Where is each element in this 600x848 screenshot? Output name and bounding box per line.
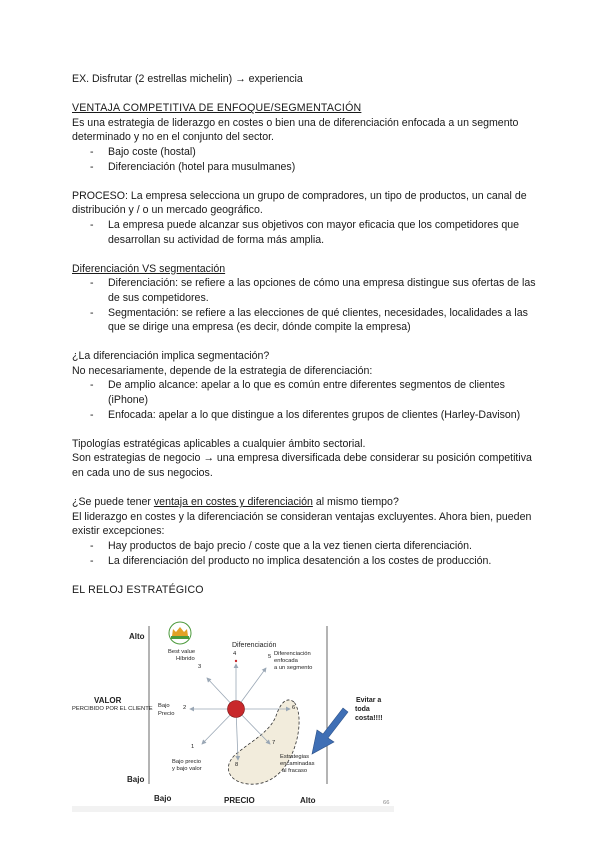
- y-axis-low-label: Bajo: [127, 775, 145, 784]
- list-item: - Diferenciación: se refiere a las opciones de cómo una empresa distingue sus ofertas de las de sus competidores.: [72, 276, 542, 305]
- x-axis-title: PRECIO: [224, 796, 255, 805]
- position-3-number: 3: [198, 664, 202, 670]
- y-axis-title: VALOR: [94, 696, 122, 705]
- diferenciacion-vs-list: [72, 276, 542, 334]
- list-item: - Segmentación: se refiere a las elecciones de qué clientes, necesidades, localidades a las que se dirige una empresa (es decir, dónde compite la empresa): [72, 306, 542, 335]
- intro-line: EX. Disfrutar (2 estrellas michelin) → experiencia: [72, 73, 303, 85]
- position-2-label-2: Precio: [158, 711, 175, 717]
- clock-center: [228, 701, 245, 718]
- question-1: ¿La diferenciación implica segmentación?: [72, 350, 270, 363]
- strategic-clock-figure: [72, 620, 402, 812]
- position-8-number: 8: [235, 762, 239, 768]
- list-item: - La diferenciación del producto no implica desatención a los costes de producción.: [72, 554, 542, 569]
- list-item: - La empresa puede alcanzar sus objetivos con mayor eficacia que los competidores que desarrollan su actividad de forma más amplia.: [72, 218, 542, 247]
- position-4-number: 4: [233, 651, 237, 657]
- list-item: - Hay productos de bajo precio / coste que a la vez tienen cierta diferenciación.: [72, 539, 542, 554]
- marker-dot-4: [235, 660, 237, 662]
- tipologias-line-1: Tipologías estratégicas aplicables a cualquier ámbito sectorial.: [72, 437, 366, 450]
- position-8-label-3: al fracaso: [282, 768, 308, 774]
- page-number: 66: [383, 800, 390, 806]
- position-5-label: Diferenciación: [274, 651, 311, 657]
- figure-bottom-band: [72, 806, 394, 812]
- position-5-label-2: enfocada: [274, 658, 298, 664]
- question-2: [72, 495, 542, 510]
- proceso-paragraph: [72, 189, 542, 218]
- question-2-underlined: ventaja en costes y diferenciación: [153, 496, 313, 509]
- position-3-label: Best value: [168, 649, 196, 655]
- list-item: - De amplio alcance: apelar a lo que es común entre diferentes segmentos de clientes (iPhone): [72, 378, 542, 407]
- x-axis-high-label: Alto: [300, 796, 316, 805]
- logo-badge: [169, 622, 191, 644]
- warning-arrow: [312, 708, 348, 754]
- document-page: [72, 72, 542, 597]
- position-5-number: 5: [268, 654, 272, 660]
- x-axis-low-label: Bajo: [154, 794, 172, 803]
- question-2-pre: ¿Se puede tener: [72, 496, 154, 509]
- list-item: - Enfocada: apelar a lo que distingue a los diferentes grupos de clientes (Harley-Davison): [72, 408, 542, 423]
- position-8-label-2: encaminadas: [280, 761, 315, 767]
- position-6-number: 6: [292, 705, 296, 711]
- answer-2: El liderazgo en costes y la diferenciación se consideran ventajas excluyentes. Ahora bien, pueden existir excepciones:: [72, 510, 532, 538]
- position-1-label-2: y bajo valor: [172, 766, 202, 772]
- question-1-list: [72, 378, 542, 422]
- warning-line-1: Evitar a: [356, 697, 382, 704]
- position-4-label: Diferenciación: [232, 642, 277, 649]
- warning-line-3: costa!!!!: [355, 715, 383, 722]
- proceso-label: PROCESO:: [72, 189, 128, 202]
- position-8-label: Estrategias: [280, 754, 309, 760]
- enfoque-text: Es una estrategia de liderazgo en costes o bien una de diferenciación enfocada a un segmento determinado y no en el conjunto del sector.: [72, 116, 519, 144]
- section-title-enfoque: VENTAJA COMPETITIVA DE ENFOQUE/SEGMENTACIÓN: [72, 102, 362, 115]
- list-item: - Diferenciación (hotel para musulmanes): [72, 160, 542, 175]
- warning-line-2: toda: [355, 706, 370, 713]
- section-title-diferenciacion-vs: Diferenciación VS segmentación: [72, 262, 226, 275]
- y-axis-high-label: Alto: [129, 632, 145, 641]
- enfoque-list: [72, 145, 542, 174]
- y-axis-subtitle: PERCIBIDO POR EL CLIENTE: [72, 706, 153, 712]
- answer-1: No necesariamente, depende de la estrategia de diferenciación:: [72, 364, 373, 377]
- position-7-number: 7: [272, 740, 276, 746]
- question-2-post: al mismo tiempo?: [312, 496, 399, 509]
- position-1-label: Bajo precio: [172, 759, 202, 765]
- proceso-text: La empresa selecciona un grupo de compradores, un tipo de productos, un canal de distribución y / o un mercado geográfico.: [72, 189, 527, 217]
- position-1-number: 1: [191, 744, 195, 750]
- position-2-number: 2: [183, 705, 187, 711]
- proceso-list: [72, 218, 542, 247]
- section-title-reloj: EL RELOJ ESTRATÉGICO: [72, 583, 204, 596]
- position-2-label: Bajo: [158, 703, 170, 709]
- list-item: - Bajo coste (hostal): [72, 145, 542, 160]
- position-5-label-3: a un segmento: [274, 665, 313, 671]
- question-2-list: [72, 539, 542, 568]
- position-3-label-2: Híbrido: [176, 656, 195, 662]
- tipologias-line-2: Son estrategias de negocio → una empresa diversificada debe considerar su posición competitiva en cada uno de sus negocios.: [72, 452, 532, 480]
